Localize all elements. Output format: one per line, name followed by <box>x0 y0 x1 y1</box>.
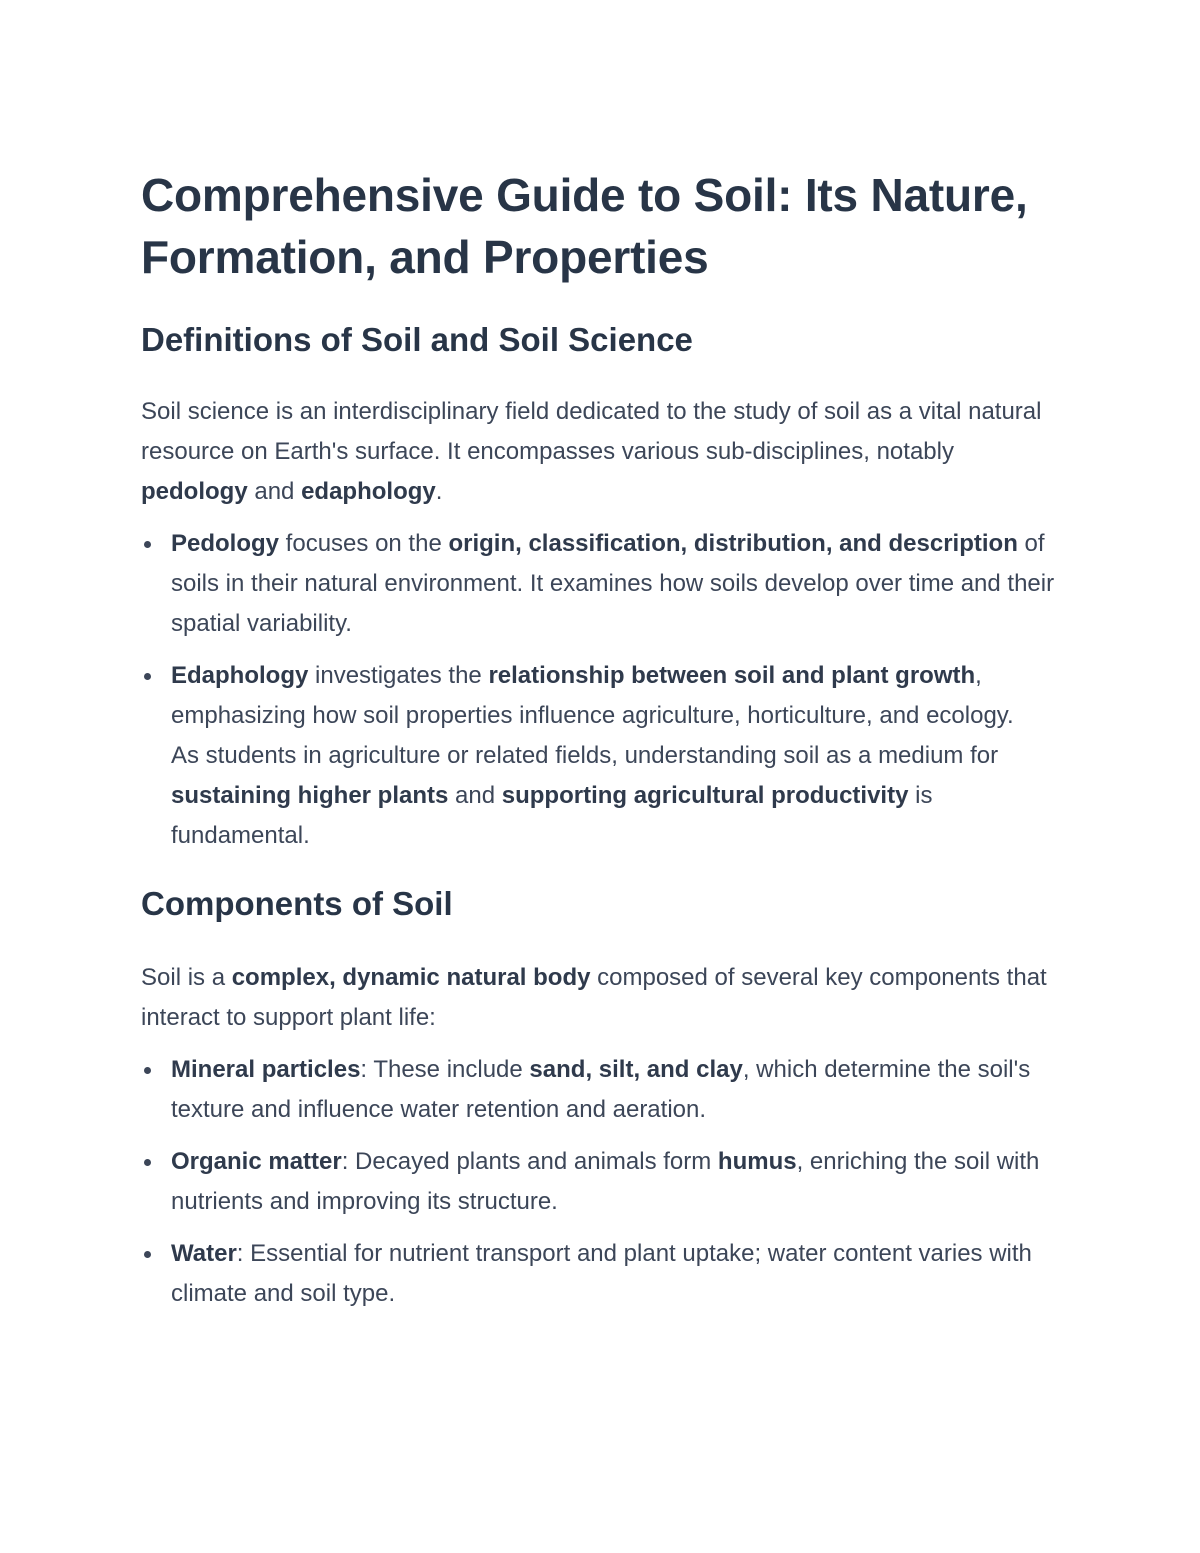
text-run: is fundamental. <box>171 782 933 849</box>
document-page <box>141 164 1066 1314</box>
text-run: investigates the <box>308 662 489 689</box>
text-run: focuses on the <box>279 530 449 557</box>
bold-term: origin, classification, distribution, and description <box>448 530 1018 557</box>
list-item <box>141 524 1066 644</box>
section-intro-paragraph <box>141 392 1066 512</box>
text-run: As students in agriculture or related fields, understanding soil as a medium for <box>171 742 999 769</box>
bold-term: Edaphology <box>171 662 309 689</box>
bold-term: Organic matter <box>171 1148 342 1175</box>
bold-term: humus <box>717 1148 797 1175</box>
bold-term: Water <box>171 1240 237 1267</box>
text-run: : These include <box>360 1056 530 1083</box>
bold-term: sustaining higher plants <box>171 782 449 809</box>
bold-term: pedology <box>141 478 248 505</box>
text-run: Soil science is an interdisciplinary field dedicated to the study of soil as a vital natural resource on Earth's surface. It encompasses various sub-disciplines, notably <box>141 398 1042 465</box>
list-item <box>141 1234 1066 1314</box>
text-run: : Decayed plants and animals form <box>341 1148 718 1175</box>
text-run: , which determine the soil's texture and influence water retention and aeration. <box>171 1056 1031 1123</box>
section-intro-paragraph <box>141 958 1066 1038</box>
list-item <box>141 1050 1066 1130</box>
text-run: , enriching the soil with nutrients and improving its structure. <box>171 1148 1040 1215</box>
bullet-list <box>141 524 1066 856</box>
text-run: composed of several key components that interact to support plant life: <box>141 964 1047 1031</box>
bold-term: relationship between soil and plant growth <box>488 662 976 689</box>
text-run: Soil is a <box>141 964 232 991</box>
list-item <box>141 1142 1066 1222</box>
section-heading: Definitions of Soil and Soil Science <box>141 321 693 358</box>
section-heading: Components of Soil <box>141 885 453 922</box>
section-components <box>141 882 1066 1314</box>
text-run: of soils in their natural environment. It examines how soils develop over time and their spatial variability. <box>171 530 1055 637</box>
bold-term: edaphology <box>301 478 436 505</box>
text-run: . <box>435 478 443 505</box>
bold-term: sand, silt, and clay <box>529 1056 743 1083</box>
bold-term: complex, dynamic natural body <box>231 964 591 991</box>
text-run: and <box>247 478 302 505</box>
bold-term: Pedology <box>171 530 280 557</box>
list-item <box>141 656 1066 856</box>
document-title: Comprehensive Guide to Soil: Its Nature, Formation, and Properties <box>141 169 1028 283</box>
text-run: , emphasizing how soil properties influence agriculture, horticulture, and ecology. <box>171 662 1014 729</box>
bold-term: Mineral particles <box>171 1056 361 1083</box>
section-definitions <box>141 318 1066 856</box>
bullet-list <box>141 1050 1066 1314</box>
text-run: : Essential for nutrient transport and plant uptake; water content varies with climate and soil type. <box>171 1240 1032 1307</box>
bold-term: supporting agricultural productivity <box>501 782 909 809</box>
text-run: and <box>448 782 502 809</box>
